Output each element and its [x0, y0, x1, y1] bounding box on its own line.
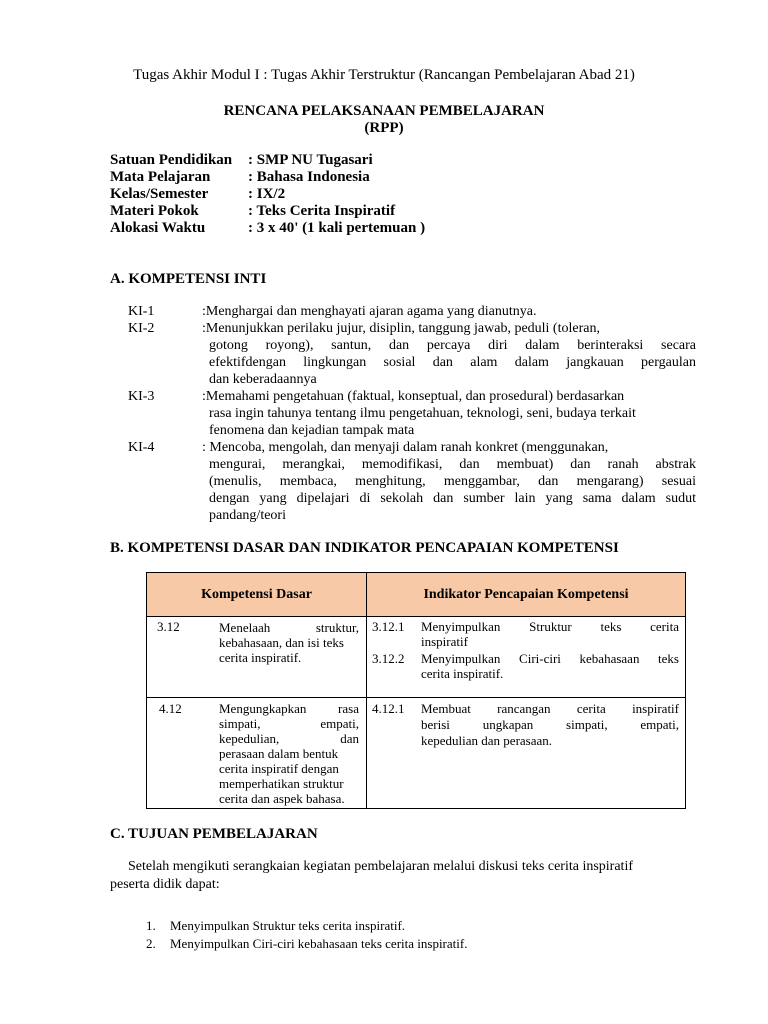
ki-text-line: mengurai, merangkai, memodifikasi, dan membuat) dan ranah abstrak	[209, 457, 696, 472]
identity-value: : Teks Cerita Inspiratif	[248, 203, 396, 219]
document-title: RENCANA PELAKSANAAN PEMBELAJARAN	[223, 103, 545, 119]
kd-text-line: perasaan dalam bentuk	[219, 746, 339, 761]
document-subtitle: (RPP)	[364, 120, 404, 136]
ki-text-line: fenomena dan kejadian tampak mata	[209, 423, 415, 438]
indicator-text-line: Menyimpulkan Struktur teks cerita	[421, 619, 679, 634]
ki-code: KI-1	[128, 304, 155, 319]
ki-text-line: efektifdengan lingkungan sosial dan alam dalam jangkauan pergaulan	[209, 355, 696, 370]
indicator-text-line: cerita inspiratif.	[421, 666, 504, 681]
goal-intro-line: Setelah mengikuti serangkaian kegiatan pembelajaran melalui diskusi teks cerita inspiratif	[128, 859, 633, 874]
ki-code: KI-3	[128, 389, 155, 404]
identity-label: Satuan Pendidikan	[110, 152, 233, 168]
table-header-kd: Kompetensi Dasar	[201, 587, 312, 602]
section-c-heading: C. TUJUAN PEMBELAJARAN	[110, 826, 318, 842]
indicator-text-line: berisi ungkapan simpati, empati,	[421, 717, 679, 732]
section-b-heading: B. KOMPETENSI DASAR DAN INDIKATOR PENCAPAIAN KOMPETENSI	[110, 540, 619, 556]
goal-item: Menyimpulkan Ciri-ciri kebahasaan teks cerita inspiratif.	[170, 936, 468, 951]
kd-text-line: Mengungkapkan rasa	[219, 701, 359, 716]
goal-item: Menyimpulkan Struktur teks cerita inspiratif.	[170, 918, 406, 933]
goal-number: 2.	[146, 936, 156, 951]
ki-text-line: gotong royong), santun, dan percaya diri dalam berinteraksi secara	[209, 338, 696, 353]
kd-text-line: kebahasaan, dan isi teks	[219, 635, 344, 650]
identity-value: : 3 x 40' (1 kali pertemuan )	[248, 220, 426, 236]
document-top-line: Tugas Akhir Modul I : Tugas Akhir Terstruktur (Rancangan Pembelajaran Abad 21)	[133, 67, 635, 83]
ki-text-line: rasa ingin tahunya tentang ilmu pengetahuan, teknologi, seni, budaya terkait	[209, 406, 636, 421]
indicator-text-line: kepedulian dan perasaan.	[421, 733, 553, 748]
ki-code: KI-4	[128, 440, 155, 455]
indicator-text-line: inspiratif	[421, 634, 468, 649]
kd-text-line: kepedulian, dan	[219, 731, 359, 746]
kd-text-line: simpati, empati,	[219, 716, 359, 731]
identity-value: : SMP NU Tugasari	[248, 152, 373, 168]
kd-number: 3.12	[157, 619, 180, 634]
identity-label: Alokasi Waktu	[110, 220, 206, 236]
ki-text-line: :Memahami pengetahuan (faktual, konseptual, dan prosedural) berdasarkan	[202, 389, 625, 404]
ki-text-line: :Menunjukkan perilaku jujur, disiplin, tanggung jawab, peduli (toleran,	[202, 321, 600, 336]
goal-number: 1.	[146, 918, 156, 933]
indicator-number: 3.12.1	[372, 619, 405, 634]
kd-text-line: memperhatikan struktur	[219, 776, 344, 791]
section-a-heading: A. KOMPETENSI INTI	[110, 271, 267, 287]
identity-label: Mata Pelajaran	[110, 169, 211, 185]
ki-text-line: pandang/teori	[209, 508, 286, 523]
indicator-number: 3.12.2	[372, 651, 405, 666]
ki-text-line: : Mencoba, mengolah, dan menyaji dalam ranah konkret (menggunakan,	[202, 440, 609, 455]
kd-text-line: cerita inspiratif.	[219, 650, 302, 665]
ki-text-line: :Menghargai dan menghayati ajaran agama yang dianutnya.	[202, 304, 537, 319]
table-column-divider	[366, 573, 367, 808]
identity-value: : IX/2	[248, 186, 286, 202]
identity-value: : Bahasa Indonesia	[248, 169, 370, 185]
ki-code: KI-2	[128, 321, 155, 336]
indicator-text-line: Membuat rancangan cerita inspiratif	[421, 701, 679, 716]
ki-text-line: dan keberadaannya	[209, 372, 317, 387]
identity-label: Kelas/Semester	[110, 186, 209, 202]
kd-indicator-table	[146, 572, 686, 809]
kd-text-line: cerita dan aspek bahasa.	[219, 791, 345, 806]
indicator-number: 4.12.1	[372, 701, 405, 716]
kd-number: 4.12	[159, 701, 182, 716]
ki-text-line: dengan yang dipelajari di sekolah dan sumber lain yang sama dalam sudut	[209, 491, 696, 506]
identity-label: Materi Pokok	[110, 203, 199, 219]
indicator-text-line: Menyimpulkan Ciri-ciri kebahasaan teks	[421, 651, 679, 666]
ki-text-line: (menulis, membaca, menghitung, menggambar, dan mengarang) sesuai	[209, 474, 696, 489]
table-row-divider	[147, 697, 685, 698]
kd-text-line: Menelaah struktur,	[219, 620, 359, 635]
table-header-indicator: Indikator Pencapaian Kompetensi	[423, 587, 629, 602]
goal-intro-line: peserta didik dapat:	[110, 877, 220, 892]
kd-text-line: cerita inspiratif dengan	[219, 761, 339, 776]
